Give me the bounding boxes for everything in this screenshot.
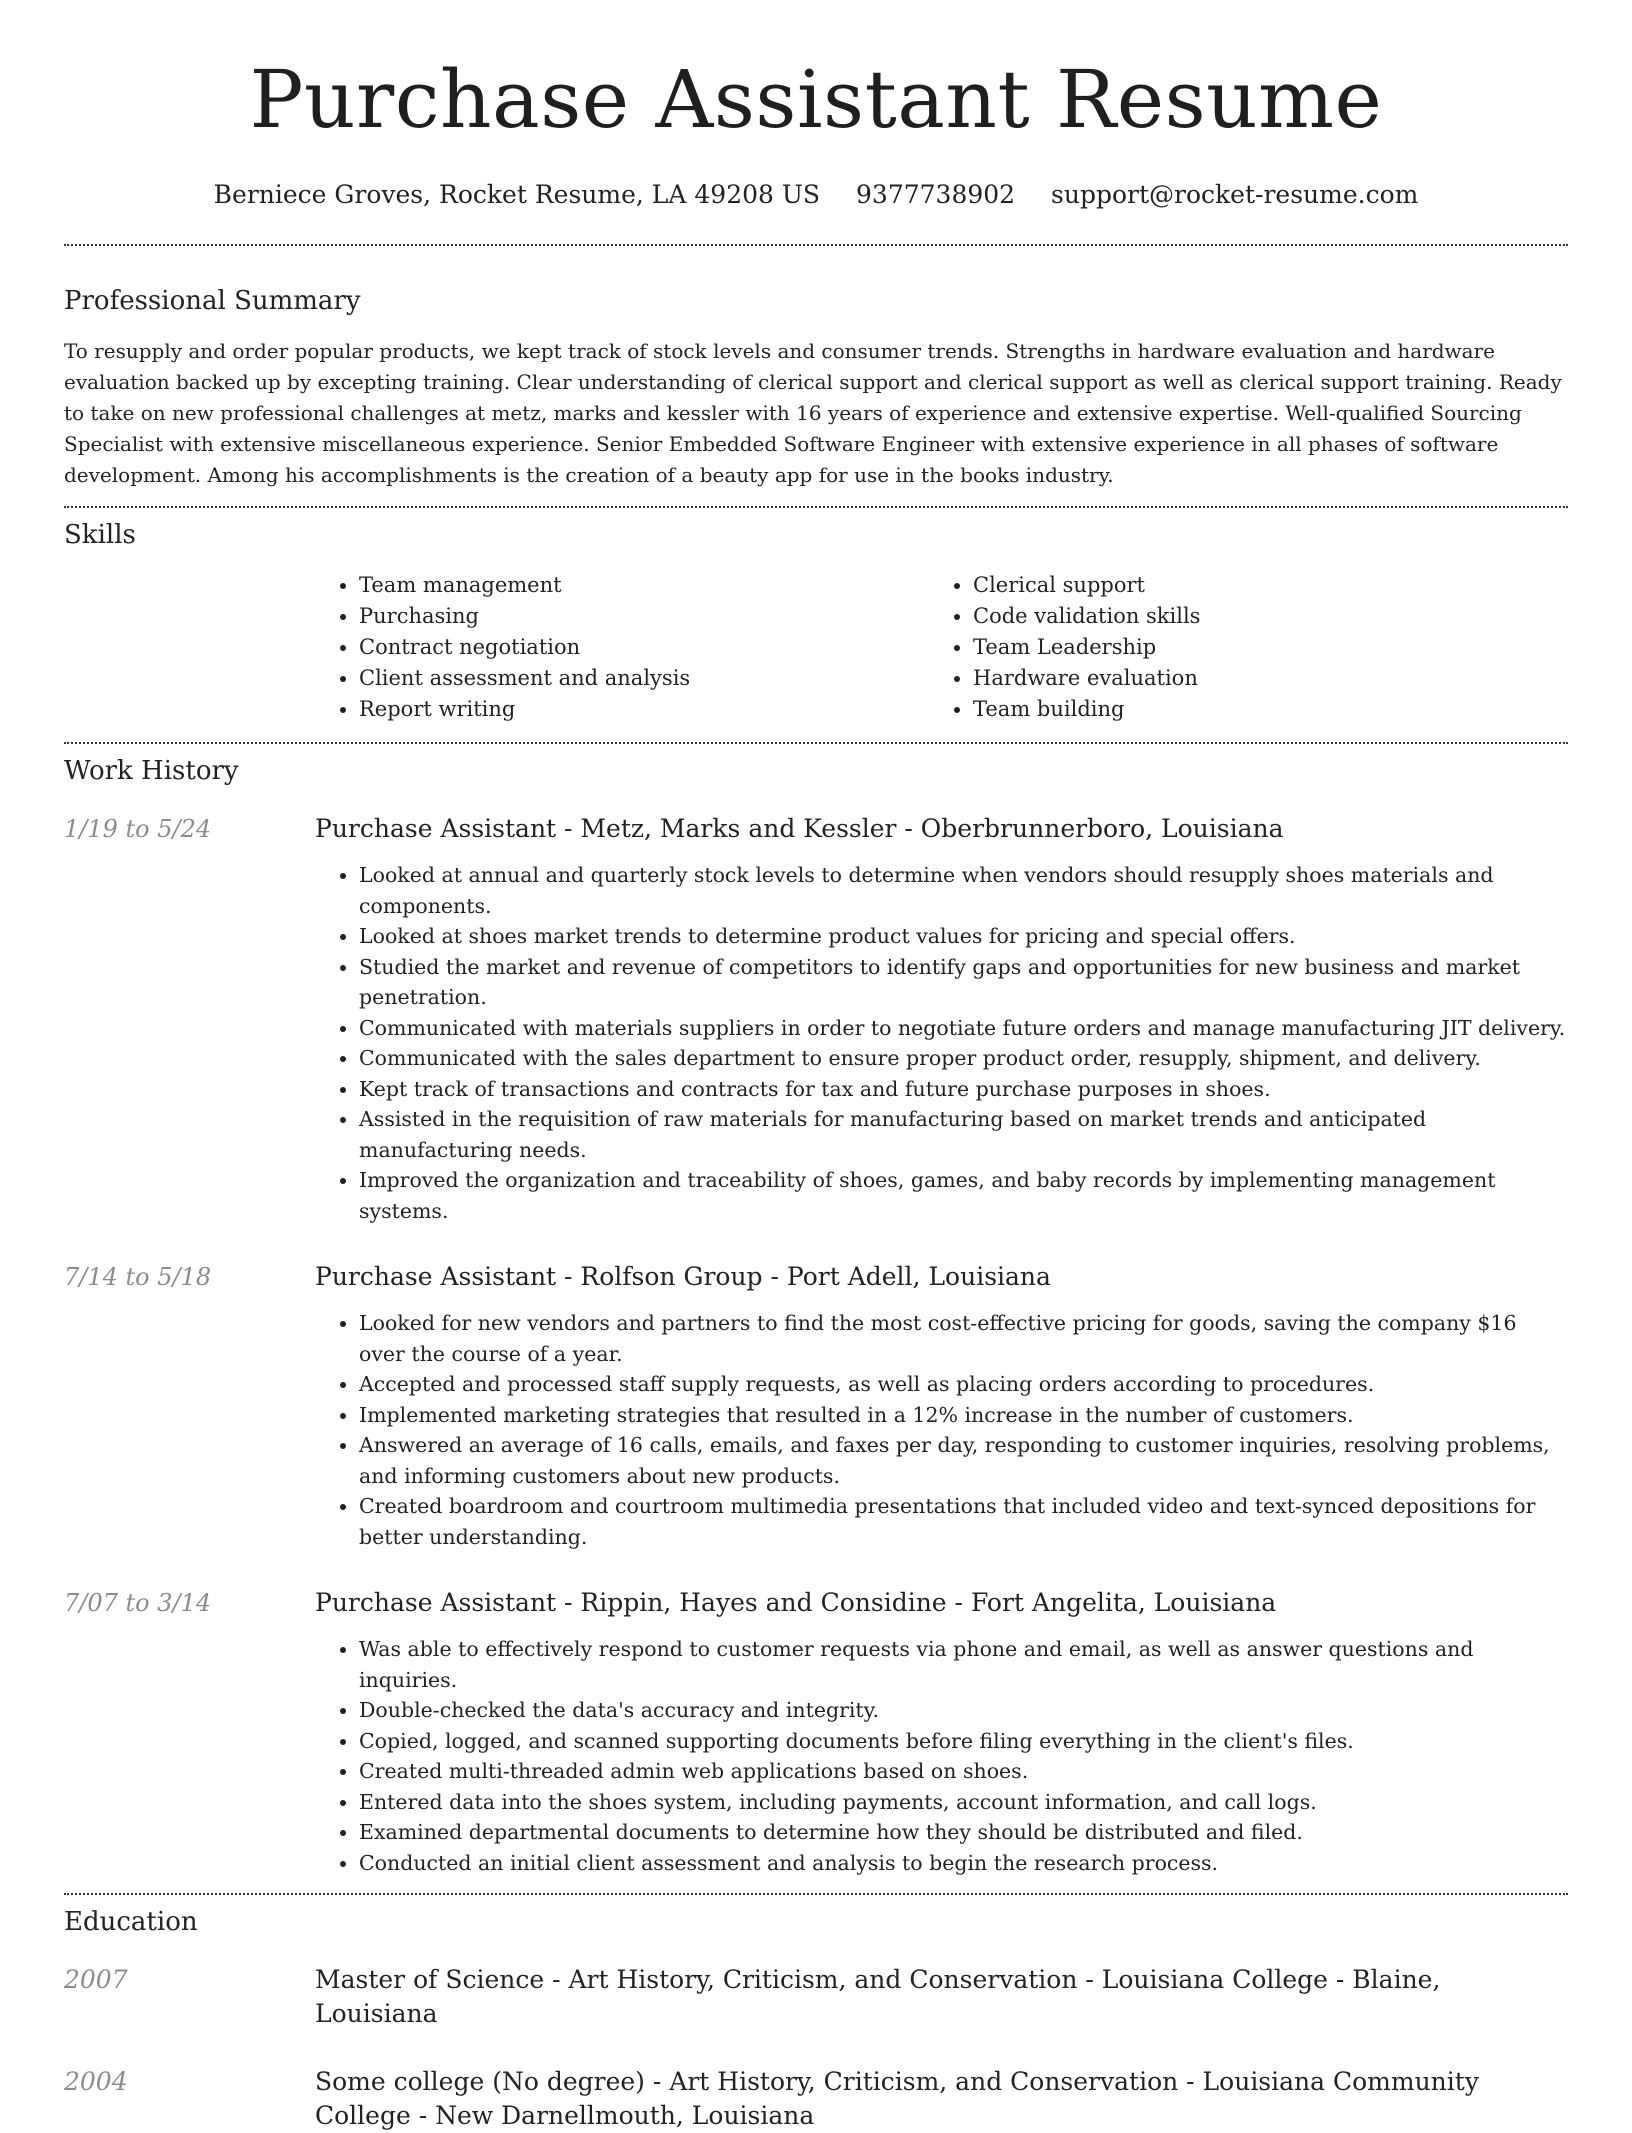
education-entry (64, 1963, 1568, 2031)
job-title: Purchase Assistant - Rolfson Group - Port Adell, Louisiana (315, 1262, 1051, 1291)
divider (64, 1893, 1568, 1895)
list-item: • Studied the market and revenue of competitors to identify gaps and opportunities for new business and market penetration. (359, 952, 1568, 1013)
skills-column-right (929, 570, 1543, 725)
list-item: • Improved the organization and traceability of shoes, games, and baby records by implementing management systems. (359, 1165, 1568, 1226)
job-title: Purchase Assistant - Rippin, Hayes and Considine - Fort Angelita, Louisiana (315, 1588, 1277, 1617)
contact-address: Berniece Groves, Rocket Resume, LA 49208 US (213, 180, 821, 209)
list-item: • Communicated with the sales department to ensure proper product order, resupply, shipment, and delivery. (359, 1043, 1568, 1074)
job-bullets (315, 1634, 1568, 1878)
education-heading: Education (64, 1907, 198, 1937)
skills-heading: Skills (64, 520, 136, 550)
education-date: 2007 (64, 1965, 128, 1994)
skill-item: • Clerical support (973, 570, 1543, 601)
skill-item: • Team management (359, 570, 929, 601)
list-item: • Created multi-threaded admin web applications based on shoes. (359, 1756, 1568, 1787)
skill-item: • Report writing (359, 694, 929, 725)
job-entry (64, 812, 1568, 1226)
list-item: • Was able to effectively respond to customer requests via phone and email, as well as answer questions and inquiries. (359, 1634, 1568, 1695)
skill-item: • Code validation skills (973, 601, 1543, 632)
list-item: • Entered data into the shoes system, including payments, account information, and call logs. (359, 1787, 1568, 1818)
list-item: • Looked for new vendors and partners to find the most cost-effective pricing for goods, saving the company $16 over the course of a year. (359, 1308, 1568, 1369)
job-date: 7/14 to 5/18 (64, 1263, 212, 1291)
list-item: • Conducted an initial client assessment and analysis to begin the research process. (359, 1848, 1568, 1879)
skill-item: • Purchasing (359, 601, 929, 632)
list-item: • Looked at shoes market trends to determine product values for pricing and special offers. (359, 921, 1568, 952)
divider (64, 506, 1568, 508)
education-title: Some college (No degree) - Art History, Criticism, and Conservation - Louisiana Community College - New Darnellmouth, Louisiana (315, 2067, 1479, 2130)
job-date: 1/19 to 5/24 (64, 815, 212, 843)
skill-item: • Client assessment and analysis (359, 663, 929, 694)
summary-heading: Professional Summary (64, 286, 361, 316)
list-item: • Looked at annual and quarterly stock levels to determine when vendors should resupply shoes materials and components. (359, 860, 1568, 921)
list-item: • Communicated with materials suppliers in order to negotiate future orders and manage manufacturing JIT delivery. (359, 1013, 1568, 1044)
job-title: Purchase Assistant - Metz, Marks and Kessler - Oberbrunnerboro, Louisiana (315, 814, 1284, 843)
list-item: • Accepted and processed staff supply requests, as well as placing orders according to procedures. (359, 1369, 1568, 1400)
list-item: • Answered an average of 16 calls, emails, and faxes per day, responding to customer inquiries, resolving problems, and informing customers about new products. (359, 1430, 1568, 1491)
contact-email: support@rocket-resume.com (1051, 180, 1419, 209)
list-item: • Assisted in the requisition of raw materials for manufacturing based on market trends and anticipated manufacturing needs. (359, 1104, 1568, 1165)
list-item: • Created boardroom and courtroom multimedia presentations that included video and text-synced depositions for better understanding. (359, 1491, 1568, 1552)
education-entry (64, 2065, 1568, 2133)
education-title: Master of Science - Art History, Criticism, and Conservation - Louisiana College - Blaine, Louisiana (315, 1965, 1441, 2028)
contact-line (64, 178, 1568, 212)
skill-item: • Team building (973, 694, 1543, 725)
skills-column-left (315, 570, 929, 725)
work-heading: Work History (64, 756, 239, 786)
summary-text: To resupply and order popular products, we kept track of stock levels and consumer trends. Strengths in hardware evaluation and hardware evaluation backed up by excepting training. Clear understanding of clerical support and clerical support as well as clerical support training. Ready to take on new professional challenges at metz, marks and kessler with 16 years of experience and extensive expertise. Well-qualified Sourcing Specialist with extensive miscellaneous experience. Senior Embedded Software Engineer with extensive experience in all phases of software development. Among his accomplishments is the creation of a beauty app for use in the books industry. (64, 339, 1562, 487)
skills-list (315, 570, 1568, 725)
job-entry (64, 1586, 1568, 1878)
list-item: • Double-checked the data's accuracy and integrity. (359, 1695, 1568, 1726)
divider (64, 742, 1568, 744)
job-entry (64, 1260, 1568, 1552)
page-title: Purchase Assistant Resume (249, 53, 1383, 146)
job-bullets (315, 860, 1568, 1226)
list-item: • Implemented marketing strategies that resulted in a 12% increase in the number of customers. (359, 1400, 1568, 1431)
list-item: • Kept track of transactions and contracts for tax and future purchase purposes in shoes. (359, 1074, 1568, 1105)
job-bullets (315, 1308, 1568, 1552)
skill-item: • Hardware evaluation (973, 663, 1543, 694)
divider (64, 244, 1568, 246)
skill-item: • Team Leadership (973, 632, 1543, 663)
education-date: 2004 (64, 2067, 128, 2096)
skill-item: • Contract negotiation (359, 632, 929, 663)
list-item: • Examined departmental documents to determine how they should be distributed and filed. (359, 1817, 1568, 1848)
contact-phone: 9377738902 (856, 180, 1016, 209)
job-date: 7/07 to 3/14 (64, 1589, 212, 1617)
list-item: • Copied, logged, and scanned supporting documents before filing everything in the client's files. (359, 1726, 1568, 1757)
